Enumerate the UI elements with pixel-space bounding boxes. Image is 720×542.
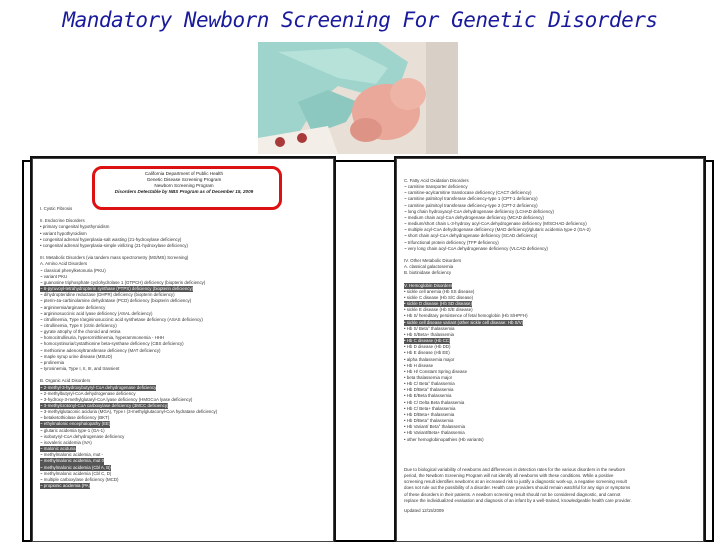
right-list-line: • Hb E/Beta thalassemia	[404, 393, 452, 399]
footnote-line: replace the individualized evaluation and diagnosis of an infant by a well-trained, knowledgeable health care provider.	[404, 497, 632, 503]
right-list-line: • sickle C disease (Hb S/C disease)	[404, 294, 474, 300]
left-list-line: ~ citrullinemia, Type II (citrin deficiency)	[40, 322, 117, 328]
left-list-line: ~ glutaric acidemia type-1 (GA-1)	[40, 427, 105, 433]
left-list-line: III. Metabolic Disorders (via tandem mass spectrometry (MS/MS) Screening)	[40, 255, 189, 261]
left-list-line: ~ 3-hydroxy-3-methylglutaryl-CoA lyase deficiency (HMGCoA lyase deficiency)	[40, 396, 193, 402]
right-list-line: • Hb S/Beta+ thalassemia	[404, 331, 454, 337]
right-list-line: • sickle E disease (Hb S/E disease)	[404, 307, 473, 313]
right-list-line: ~ carnitine-acylcarnitine translocase deficiency (CACT deficiency)	[404, 190, 532, 196]
left-list-line: ~ guanosine triphosphate cyclohydrolase 1 (GTPCH) deficiency (biopterin deficiency)	[40, 279, 206, 285]
right-list-line: B. biotinidase deficiency	[404, 270, 452, 276]
footnote-line: of these disorders in their patients. A newborn screening result should not be considered diagnostic, and cannot	[404, 491, 621, 497]
right-list-line: ~ medium/short chain L-3-hydroxy acyl-CoA dehydrogenase deficiency (M/SCHAD deficiency)	[404, 221, 587, 227]
left-list-line: ~ gyrate atrophy of the choroid and retina	[40, 329, 121, 335]
highlight-oval	[92, 166, 282, 210]
left-list-line: ~ pterin-4a-carbinolamine dehydratase (PCD) deficiency (biopterin deficiency)	[40, 298, 192, 304]
left-disorder-list	[40, 206, 324, 489]
right-list-line: • Hb Variant/ Beta° thalassemia	[404, 424, 466, 430]
left-list-line: • primary congenital hypothyroidism	[40, 224, 110, 230]
left-list-line: ~ homocystinuria/cystathionine beta-synthase deficiency (CBS deficiency)	[40, 341, 184, 347]
footnote	[404, 467, 696, 504]
left-list-line: • variant hypothyroidism	[40, 230, 87, 236]
left-list-line: II. Endocrine Disorders	[40, 218, 85, 224]
right-list-line: • Hb D/Beta° thalassemia	[404, 418, 454, 424]
left-list-line: ~ methylmalonic acidemia (Cbl A, B)	[40, 464, 111, 470]
left-list-line: ~ 2-methyl-3-hydroxybutyryl-CoA dehydrogenase deficiency	[40, 384, 157, 390]
header-line-4: Disorders Detectable by NBS Program as of December 15, 2009	[114, 189, 254, 194]
right-list-line: • sickle cell disease variant (other sickle cell disease: Hb S/V)	[404, 319, 524, 325]
footnote-line: does not rule out the possibility of a disorder. Health care providers should remain watchful for any sign or symptoms	[404, 485, 631, 491]
left-list-line: ~ prolinemia	[40, 359, 65, 365]
left-list-line: ~ ethylmalonic encephalopathy (EE)	[40, 421, 111, 427]
right-list-line: • sickle cell anemia (Hb SS disease)	[404, 288, 475, 294]
left-list-line: ~ argininemia/arginase deficiency	[40, 304, 106, 310]
right-list-line: • Hb D disease (Hb DD)	[404, 344, 451, 350]
right-list-line: C. Fatty Acid Oxidation Disorders	[404, 178, 469, 183]
newborn-heel-prick-photo	[258, 42, 458, 154]
right-list-line: • Hb H/ Constant Spring disease	[404, 368, 468, 374]
right-list-line: • Hb C/ Delta Beta thalassemia	[404, 399, 465, 405]
left-list-line: ~ isovaleric acidemia (IVA)	[40, 439, 92, 445]
right-list-line: ~ medium chain acyl-CoA dehydrogenase deficiency (MCAD deficiency)	[404, 214, 544, 220]
left-list-line: ~ tyrosinemia, Type I, II, III, and transient	[40, 366, 120, 372]
left-list-line: ~ betaketothiolase deficiency (BKT)	[40, 415, 110, 421]
left-list-line: ~ 3-methylcrotonyl-CoA carboxylase deficiency (3MCC deficiency)	[40, 403, 169, 408]
left-list-line: ~ citrullinemia, Type I/argininosuccinic acid synthetase deficiency (ASAS deficiency)	[40, 316, 203, 322]
left-list-line: • congenital adrenal hyperplasia-simple virilizing (21-hydroxylase deficiency)	[40, 242, 188, 248]
header-line-2: Genetic Disease Screening Program	[146, 177, 222, 182]
right-list-line: ~ trifunctional protein deficiency (TFP deficiency)	[404, 239, 499, 245]
right-list-line: • Hb S/ hereditary persistence of fetal hemoglobin (Hb S/HPFH)	[404, 313, 528, 319]
left-list-line: ~ maple syrup urine disease (MSUD)	[40, 353, 113, 359]
right-list-line: • Hb S/ Beta° thalassemia	[404, 325, 455, 331]
right-list-line: ~ very long chain acyl-CoA dehydrogenase deficiency (VLCAD deficiency)	[404, 245, 548, 251]
left-list-line: ~ methylmalonic acidemia, mut -	[40, 452, 104, 458]
right-list-line: • sickle D disease (Hb SD disease)	[404, 301, 472, 307]
footnote-line: Due to biological variability of newborns and differences in detection rates for the various disorders in the newborn	[404, 467, 626, 472]
left-list-line: ~ homocitrullinuria, hyperornithinemia, hyperammonemia - HHH	[40, 335, 165, 341]
left-list-line: ~ classical phenylketonuria (PKU)	[40, 267, 106, 273]
right-list-line: ~ long chain hydroxyacyl-CoA dehydrogenase deficiency (LCHAD deficiency)	[404, 208, 554, 214]
right-list-line: • Hb C disease (Hb CC)	[404, 338, 451, 344]
left-list-line: ~ isobutyryl-CoA dehydrogenase deficiency	[40, 433, 125, 439]
right-list-line: • Hb H disease	[404, 362, 434, 368]
left-list-line: I. Cystic Fibrosis	[40, 206, 73, 211]
left-list-line: ~ multiple carboxylase deficiency (MCD)	[40, 476, 119, 482]
right-disorder-list	[404, 178, 696, 443]
left-list-line: ~ methylmalonic acidemia, mut 0	[40, 458, 105, 464]
slide-title: Mandatory Newborn Screening For Genetic Disorders	[62, 8, 658, 32]
left-list-line: B. Organic Acid Disorders	[40, 378, 91, 384]
right-list-line: ~ carnitine palmitoyl transferase deficiency-type 2 (CPT-2 deficiency)	[404, 202, 538, 208]
right-list-line: • Hb C/ Beta° thalassemia	[404, 381, 455, 387]
footer-date: Updated 12/15/2009	[404, 508, 444, 513]
left-list-line: ~ 3-methylglutaconic aciduria (MGA), Type I (3-methylglutaconyl-CoA hydratase deficiency)	[40, 409, 218, 415]
right-list-line: • Hb Variant/Beta+ thalassemia	[404, 430, 465, 436]
right-list-line: A. classical galactosemia	[404, 264, 454, 270]
right-list-line: • beta thalassemia major	[404, 375, 453, 380]
right-list-line: • Hb E disease (Hb EE)	[404, 350, 450, 356]
left-list-line: • congenital adrenal hyperplasia-salt wasting (21-hydroxylase deficiency)	[40, 236, 182, 242]
footnote-line: screening result identifies newborns at an increased risk to justify a diagnostic work-up, a negative screening result	[404, 479, 627, 485]
right-list-line: • Hb D/Beta° thalassemia	[404, 387, 454, 393]
left-list-line: A. Amino Acid Disorders	[40, 261, 88, 267]
header-line-3: Newborn Screening Program	[154, 183, 214, 188]
right-list-line: ~ carnitine palmitoyl transferase deficiency-type 1 (CPT-1 deficiency)	[404, 196, 538, 202]
footnote-line: period, the Newborn Screening Program will not identify all newborns with these conditions. While a positive	[404, 473, 614, 479]
right-list-line: • Hb C/ Beta+ thalassemia	[404, 405, 456, 411]
header-line-1: California Department of Public Health	[144, 171, 224, 176]
left-list-line: ~ variant PKU	[40, 273, 68, 279]
left-list-line: ~ methylmalonic acidemia (Cbl C, D)	[40, 470, 112, 476]
right-list-line: ~ multiple acyl-CoA dehydrogenase deficiency (MAD deficiency)/glutaric acidemia type-2 (GA-2)	[404, 227, 591, 233]
left-list-line: ~ methionine adenosyltransferase deficiency (MAT deficiency)	[40, 347, 161, 353]
left-list-line: ~ malonic aciduria	[40, 446, 76, 452]
left-list-line: ~ 2-methylbutyryl-CoA dehydrogenase deficiency	[40, 390, 136, 396]
right-list-line: ~ carnitine transporter deficiency	[404, 184, 468, 190]
left-list-line: ~ propionic acidemia (PA)	[40, 483, 91, 489]
right-list-line: IV. Other Metabolic Disorders	[404, 258, 462, 264]
left-list-line: ~ dihydropteridine reductase (DHPR) deficiency (biopterin deficiency)	[40, 292, 175, 298]
left-list-line: ~ 6-pyruvoyl-tetrahydropterin synthase (PTPS) deficiency (biopterin deficiency)	[40, 286, 194, 292]
right-list-line: • Hb D/Beta+ thalassemia	[404, 411, 455, 417]
right-list-line: ~ short chain acyl-CoA dehydrogenase deficiency (SCAD deficiency)	[404, 233, 538, 239]
right-list-line: • alpha thalassemia major	[404, 356, 455, 362]
right-list-line: • other hemoglobinopathies (Hb variants)	[404, 436, 484, 442]
right-list-line: V. Hemoglobin Disorders	[404, 282, 453, 288]
left-list-line: ~ argininosuccinic acid lyase deficiency (ASAL deficiency)	[40, 310, 153, 316]
